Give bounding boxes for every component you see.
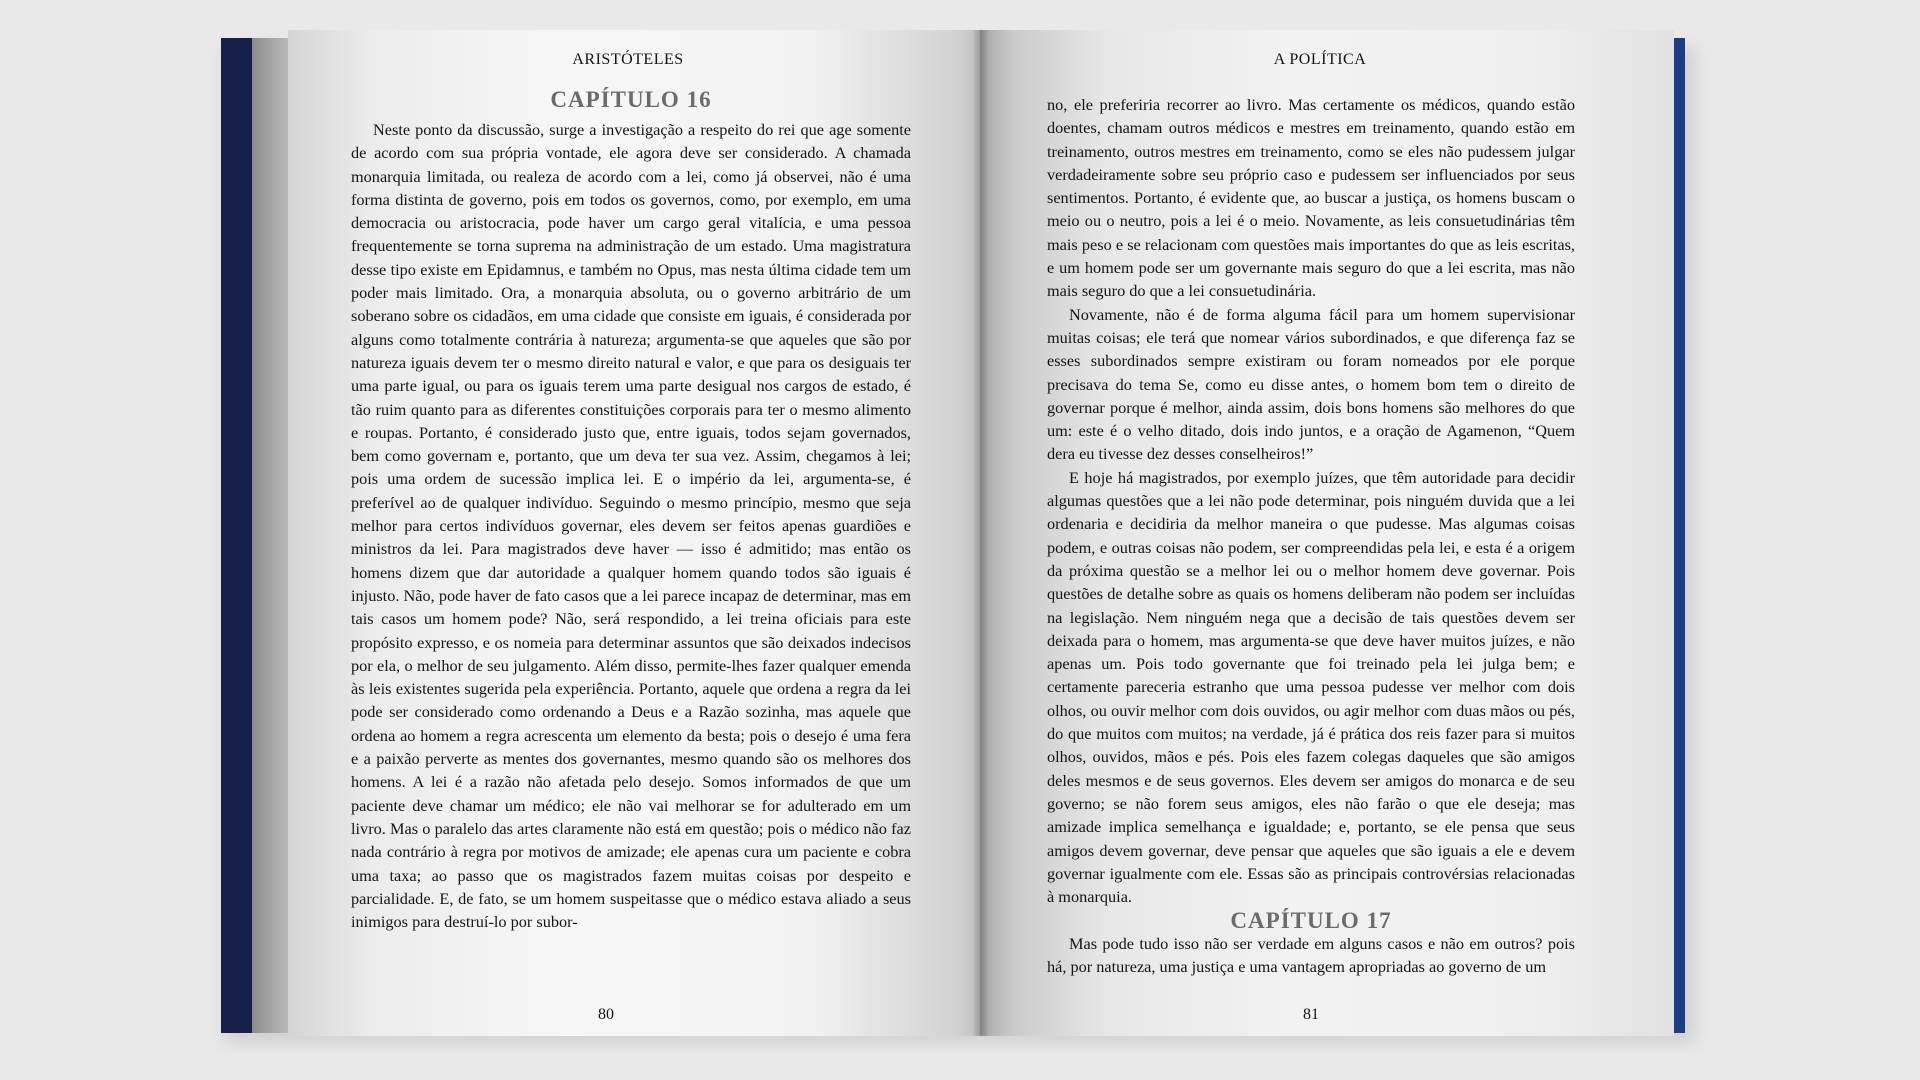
- paragraph: Mas pode tudo isso não ser verdade em alguns casos e não em outros? pois há, por natureza, uma justiça e uma vantagem apropriadas ao governo de um: [1047, 934, 1575, 977]
- book-gutter-shadow: [972, 30, 990, 1036]
- page-edges-stack: [252, 38, 288, 1033]
- left-page-body: [351, 118, 911, 933]
- right-page-body: [1047, 93, 1575, 908]
- running-head-right: A POLÍTICA: [1273, 51, 1367, 68]
- chapter-title-17: CAPÍTULO 17: [1230, 908, 1392, 933]
- chapter-title-16: CAPÍTULO 16: [550, 87, 712, 112]
- paragraph: E hoje há magistrados, por exemplo juízes, que têm autoridade para decidir algumas questões que a lei não pode determinar, pois ninguém duvida que a lei ordenaria e decidiria da melhor maneira o que pudesse. Mas algumas coisas podem, e outras coisas não podem, ser compreendidas pela lei, e esta é a origem da próxima questão se a melhor lei ou o melhor homem deve governar. Pois questões de detalhe sobre as quais os homens deliberam não podem ser incluídas na legislação. Nem ninguém nega que a decisão de tais questões devem ser deixada para o homem, mas argumenta-se que deve haver muitos juízes, e não apenas um. Pois todo governante que foi treinado pela lei julga bem; e certamente pareceria estranho que uma pessoa pudesse ver melhor com dois olhos, ou ouvir melhor com dois ouvidos, ou agir melhor com duas mãos ou pés, do que muitos com muitos; na verdade, já é prática dos reis fazer para si muitos olhos, ouvidos, mãos e pés. Pois eles fazem colegas daqueles que são amigos deles mesmos e de seus governos. Eles devem ser amigos do monarca e de seu governo; se não forem seus amigos, eles não farão o que ele deseja; mas amizade implica semelhança e igualdade; e, portanto, se ele pensa que seus amigos devem governar, deve pensar que aqueles que são iguais a ele e devem governar igualmente com ele. Essas são as principais controvérsias relacionadas à monarquia.: [1047, 467, 1575, 907]
- running-head-left: ARISTÓTELES: [572, 51, 684, 68]
- paragraph: no, ele preferiria recorrer ao livro. Mas certamente os médicos, quando estão doentes, chamam outros médicos e mestres em treinamento, quando estão em treinamento, outros mestres em treinamento, como se eles não pudessem julgar verdadeiramente sobre seu próprio caso e pudessem ser influenciados por seus sentimentos. Portanto, é evidente que, ao buscar a justiça, os homens buscam o meio ou o neutro, pois a lei é o meio. Novamente, as leis consuetudinárias têm mais peso e se relacionam com questões mais importantes do que as leis escritas, e um homem pode ser um governante mais seguro do que a lei escrita, mas não mais seguro do que a lei consuetudinária.: [1047, 95, 1575, 301]
- right-page: [980, 30, 1674, 1036]
- page-number-left: 80: [598, 1006, 614, 1023]
- paragraph: Novamente, não é de forma alguma fácil para um homem supervisionar muitas coisas; ele terá que nomear vários subordinados, e que diferença faz se esses subordinados sempre existiram ou foram nomeados por ele porque precisava do tema Se, como eu disse antes, o homem bom tem o direito de governar porque é melhor, ainda assim, dois bons homens são melhores do que um: este é o velho ditado, dois indo juntos, e a oração de Agamenon, “Quem dera eu tivesse dez desses conselheiros!”: [1047, 304, 1575, 464]
- chapter-17-body: [1047, 932, 1575, 979]
- left-page: [288, 30, 984, 1036]
- page-number-right: 81: [1303, 1006, 1319, 1023]
- paragraph: Neste ponto da discussão, surge a investigação a respeito do rei que age somente de acordo com sua própria vontade, ele agora deve ser considerado. A chamada monarquia limitada, ou realeza de acordo com a lei, como já observei, não é uma forma distinta de governo, pois em todos os governos, como, por exemplo, em uma democracia ou aristocracia, pode haver um cargo geral vitalícia, e uma pessoa frequentemente se torna suprema na administração de um estado. Uma magistratura desse tipo existe em Epidamnus, e também no Opus, mas nesta última cidade tem um poder mais limitado. Ora, a monarquia absoluta, ou o governo arbitrário de um soberano sobre os cidadãos, em uma cidade que consiste em iguais, é considerada por alguns como totalmente contrária à natureza; argumenta-se que aqueles que são por natureza iguais devem ter o mesmo direito natural e valor, e que para os desiguais ter uma parte igual, ou para os iguais terem uma parte desigual nos cargos de estado, é tão ruim quanto para as diferentes constituições corporais para ter o mesmo alimento e roupas. Portanto, é considerado justo que, entre iguais, todos sejam governados, bem como governam e, portanto, que um deva ter sua vez. Assim, chegamos à lei; pois uma ordem de sucessão implica lei. E o império da lei, argumenta-se, é preferível ao de qualquer indivíduo. Seguindo o mesmo princípio, mesmo que seja melhor para certos indivíduos governar, eles devem ser feitos apenas guardiões e ministros da lei. Para magistrados deve haver — isso é admitido; mas então os homens dizem que dar autoridade a qualquer homem quando todos são iguais é injusto. Não, pode haver de fato casos que a lei parece incapaz de determinar, mas em tais casos um homem pode? Não, será respondido, a lei treina oficiais para este propósito expresso, e os nomeia para determinar assuntos que são deixados indecisos por ela, o melhor de seu julgamento. Além disso, permite-lhes fazer qualquer emenda às leis existentes sugerida pela experiência. Portanto, aquele que ordena a regra da lei pode ser considerado como ordenando a Deus e a Razão sozinha, mas aquele que ordena ao homem a regra acrescenta um elemento da besta; pois o desejo é uma fera e a paixão perverte as mentes dos governantes, mesmo quando são os melhores dos homens. A lei é a razão não afetada pelo desejo. Somos informados de que um paciente deve chamar um médico; ele não vai melhorar se for adulterado em um livro. Mas o paralelo das artes claramente não está em questão; pois o médico não faz nada contrário à regra por motivos de amizade; ele apenas cura um paciente e cobra uma taxa; ao passo que os magistrados fazem muitas coisas por despeito e parcialidade. E, de fato, se um homem suspeitasse que o médico estava aliado a seus inimigos para destruí-lo por subor-: [351, 120, 911, 932]
